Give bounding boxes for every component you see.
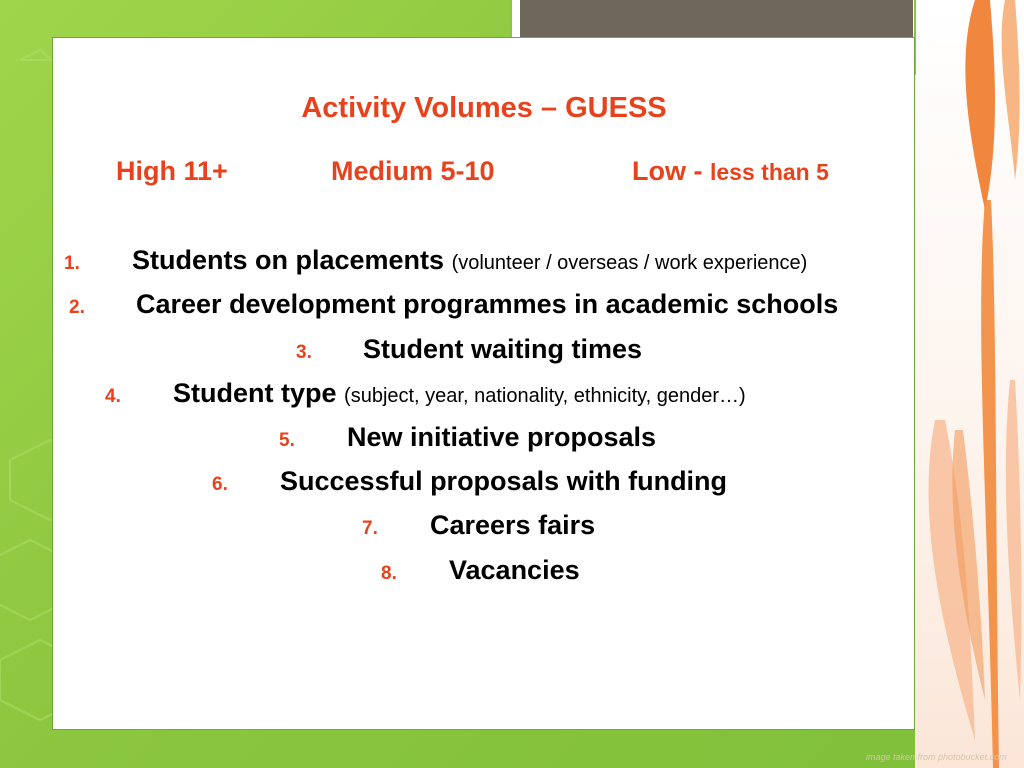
list-item-text xyxy=(136,289,838,320)
list-item-label: Student waiting times xyxy=(363,334,643,364)
list-item-number: 7. xyxy=(362,518,378,539)
level-low-suffix: less than 5 xyxy=(710,159,829,185)
image-credit: image taken from photobucket.com xyxy=(866,752,1007,762)
slide-title: Activity Volumes – GUESS xyxy=(301,92,667,124)
list-item-label: New initiative proposals xyxy=(347,422,657,452)
list-item-label: Careers fairs xyxy=(430,510,596,540)
list-item-text xyxy=(363,334,642,365)
list-item-text xyxy=(430,510,595,541)
list-item-number: 8. xyxy=(381,563,397,584)
list-item-label: Vacancies xyxy=(449,555,580,585)
list-item-text xyxy=(347,422,656,453)
list-item-label: Career development programmes in academic schools xyxy=(136,289,839,319)
list-item-text xyxy=(173,378,746,409)
level-low-prefix: Low - xyxy=(632,156,703,186)
list-item-number: 2. xyxy=(69,297,85,318)
level-low xyxy=(632,156,829,187)
list-item-number: 6. xyxy=(212,474,228,495)
level-medium: Medium 5-10 xyxy=(331,156,495,186)
list-item-text xyxy=(132,245,807,276)
list-item-note: (volunteer / overseas / work experience) xyxy=(451,252,808,274)
list-item-number: 1. xyxy=(64,253,80,274)
list-item-text xyxy=(280,466,727,497)
list-item-label: Student type xyxy=(173,378,337,408)
list-item-label: Successful proposals with funding xyxy=(280,466,728,496)
list-item-label: Students on placements xyxy=(132,245,445,275)
list-item-number: 4. xyxy=(105,386,121,407)
list-item-number: 3. xyxy=(296,342,312,363)
level-high: High 11+ xyxy=(116,156,228,186)
list-item-text xyxy=(449,555,580,586)
list-item-number: 5. xyxy=(279,430,295,451)
list-item-note: (subject, year, nationality, ethnicity, gender…) xyxy=(344,385,746,407)
